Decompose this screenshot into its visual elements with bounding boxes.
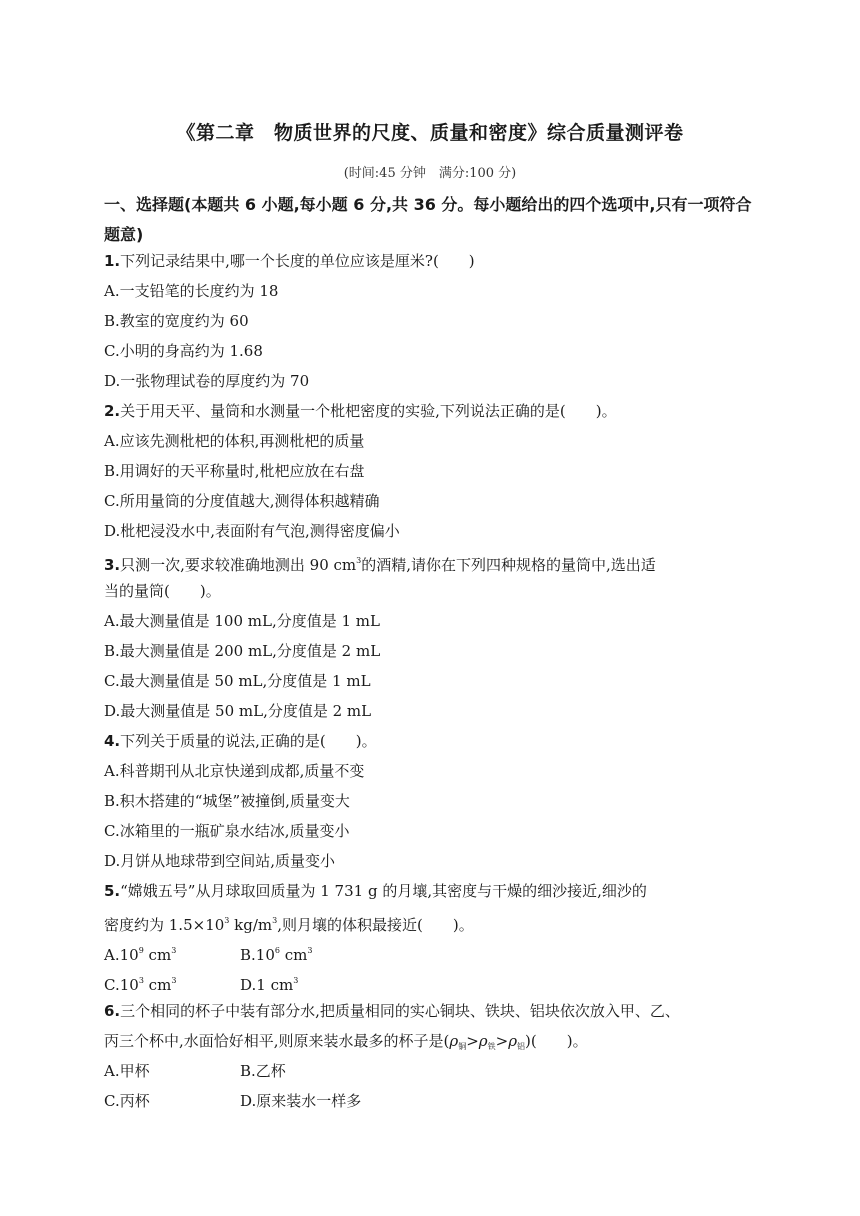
q3-option-d: D.最大测量值是 50 mL,分度值是 2 mL <box>104 702 372 720</box>
text-run: C.10 <box>104 976 139 994</box>
page-title: 《第二章 物质世界的尺度、质量和密度》综合质量测评卷 <box>176 122 684 144</box>
question-number: 6. <box>104 1002 121 1020</box>
subscript: 铝 <box>517 1042 526 1051</box>
superscript: 3 <box>224 916 230 925</box>
q4-option-a: A.科普期刊从北京快递到成都,质量不变 <box>104 762 365 780</box>
superscript: 3 <box>171 976 177 985</box>
q1-option-b: B.教室的宽度约为 60 <box>104 312 249 330</box>
text-run: B.10 <box>240 946 275 964</box>
text-run: ,则月壤的体积最接近( )。 <box>277 916 474 934</box>
question-2-stem <box>104 401 617 421</box>
subscript: 铁 <box>487 1042 496 1051</box>
q6-option-a: A.甲杯 <box>104 1062 150 1080</box>
q1-option-d: D.一张物理试卷的厚度约为 70 <box>104 372 310 390</box>
question-text: 关于用天平、量筒和水测量一个枇杷密度的实验,下列说法正确的是( )。 <box>120 402 617 420</box>
question-5-stem-line2 <box>104 911 474 935</box>
q5-option-a <box>104 946 176 964</box>
text-run: D.1 cm <box>240 976 294 994</box>
superscript: 6 <box>274 946 280 955</box>
superscript: 3 <box>356 556 362 565</box>
q6-option-d: D.原来装水一样多 <box>240 1092 362 1110</box>
question-number: 3. <box>104 556 121 574</box>
question-text: 下列关于质量的说法,正确的是( )。 <box>120 732 377 750</box>
q5-option-b <box>240 941 312 965</box>
q6-options-row-1 <box>104 1061 504 1081</box>
text-run: cm <box>279 946 308 964</box>
question-text: 只测一次,要求较准确地测出 90 cm <box>120 556 357 574</box>
q5-options-row-1 <box>104 941 504 965</box>
text-run: 丙三个杯中,水面恰好相平,则原来装水最多的杯子是( <box>104 1032 450 1050</box>
question-number: 4. <box>104 732 121 750</box>
question-4-stem <box>104 731 377 751</box>
text-run: 密度约为 1.5×10 <box>104 916 225 934</box>
superscript: 9 <box>138 946 144 955</box>
text-run: cm <box>143 946 172 964</box>
q6-options-row-2 <box>104 1091 504 1111</box>
question-3-stem <box>104 551 656 575</box>
rho-symbol: ρ <box>478 1032 488 1050</box>
q2-option-b: B.用调好的天平称量时,枇杷应放在右盘 <box>104 462 365 480</box>
q4-option-d: D.月饼从地球带到空间站,质量变小 <box>104 852 336 870</box>
q4-option-c: C.冰箱里的一瓶矿泉水结冰,质量变小 <box>104 822 350 840</box>
question-5-stem <box>104 881 647 901</box>
question-1-stem <box>104 251 475 271</box>
superscript: 3 <box>293 976 299 985</box>
question-text: 下列记录结果中,哪一个长度的单位应该是厘米?( ) <box>120 252 475 270</box>
question-text: 三个相同的杯子中装有部分水,把质量相同的实心铜块、铁块、铝块依次放入甲、乙、 <box>120 1002 680 1020</box>
q5-options-row-2 <box>104 971 504 995</box>
text-run: cm <box>143 976 172 994</box>
q6-option-b: B.乙杯 <box>240 1062 286 1080</box>
question-number: 5. <box>104 882 121 900</box>
superscript: 3 <box>272 916 278 925</box>
question-text: “嫦娥五号”从月球取回质量为 1 731 g 的月壤,其密度与干燥的细沙接近,细沙的 <box>120 882 647 900</box>
q6-option-c: C.丙杯 <box>104 1092 150 1110</box>
section-heading: 一、选择题(本题共 6 小题,每小题 6 分,共 36 分。每小题给出的四个选项中,只有一项符合题意) <box>104 195 752 244</box>
q4-option-b: B.积木搭建的“城堡”被撞倒,质量变大 <box>104 792 350 810</box>
exam-meta: (时间:45 分钟 满分:100 分) <box>343 166 517 181</box>
text-run: A.10 <box>104 946 139 964</box>
question-6-stem-line2 <box>104 1031 588 1057</box>
q1-option-c: C.小明的身高约为 1.68 <box>104 342 263 360</box>
text-run: kg/m <box>229 916 273 934</box>
q1-option-a: A.一支铅笔的长度约为 18 <box>104 282 279 300</box>
question-3-stem-line2: 当的量筒( )。 <box>104 582 221 600</box>
superscript: 3 <box>138 976 144 985</box>
greater-than-sign: > <box>466 1032 479 1050</box>
rho-symbol: ρ <box>449 1032 459 1050</box>
q2-option-a: A.应该先测枇杷的体积,再测枇杷的质量 <box>104 432 365 450</box>
superscript: 3 <box>171 946 177 955</box>
question-number: 2. <box>104 402 121 420</box>
text-run: )( )。 <box>525 1032 588 1050</box>
question-text: 的酒精,请你在下列四种规格的量筒中,选出适 <box>361 556 656 574</box>
question-number: 1. <box>104 252 121 270</box>
rho-symbol: ρ <box>508 1032 518 1050</box>
q2-option-d: D.枇杷浸没水中,表面附有气泡,测得密度偏小 <box>104 522 400 540</box>
q5-option-d <box>240 971 298 995</box>
q3-option-c: C.最大测量值是 50 mL,分度值是 1 mL <box>104 672 371 690</box>
q3-option-a: A.最大测量值是 100 mL,分度值是 1 mL <box>104 612 380 630</box>
greater-than-sign: > <box>495 1032 509 1050</box>
subscript: 铜 <box>458 1042 467 1051</box>
question-6-stem <box>104 1001 680 1021</box>
superscript: 3 <box>307 946 313 955</box>
q5-option-c <box>104 976 176 994</box>
q3-option-b: B.最大测量值是 200 mL,分度值是 2 mL <box>104 642 381 660</box>
q2-option-c: C.所用量筒的分度值越大,测得体积越精确 <box>104 492 380 510</box>
